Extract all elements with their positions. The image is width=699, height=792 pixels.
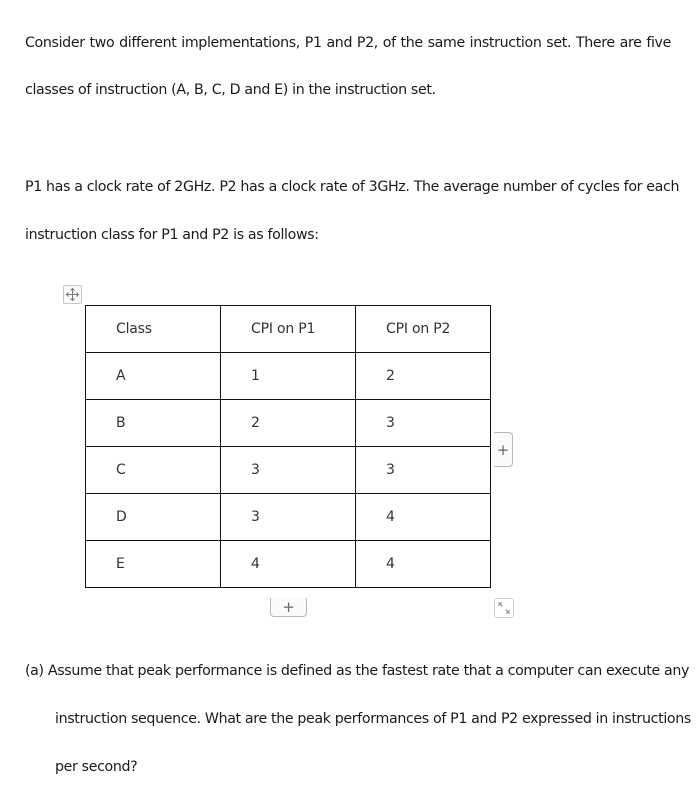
add-row-button[interactable] bbox=[270, 598, 307, 617]
resize-diagonal-icon bbox=[497, 601, 511, 615]
table-cell-cpi-p1[interactable]: 3 bbox=[221, 447, 356, 494]
header-cell-cpi-p2[interactable]: CPI on P2 bbox=[356, 306, 491, 353]
table-cell-class[interactable]: E bbox=[86, 541, 221, 588]
table-cell-class[interactable]: C bbox=[86, 447, 221, 494]
header-cell-class[interactable]: Class bbox=[86, 306, 221, 353]
plus-icon: + bbox=[282, 597, 295, 616]
table-row bbox=[86, 400, 491, 447]
table-cell-cpi-p1[interactable]: 2 bbox=[221, 400, 356, 447]
intro-line-1: Consider two different implementations, P1 and P2, of the same instruction set. There are five bbox=[25, 35, 671, 51]
table-cell-cpi-p1[interactable]: 3 bbox=[221, 494, 356, 541]
clock-line-1: P1 has a clock rate of 2GHz. P2 has a clock rate of 3GHz. The average number of cycles for each bbox=[25, 179, 680, 195]
header-cell-cpi-p1[interactable]: CPI on P1 bbox=[221, 306, 356, 353]
table-row bbox=[86, 447, 491, 494]
table-row bbox=[86, 494, 491, 541]
add-column-button[interactable] bbox=[494, 432, 513, 467]
table-resize-handle[interactable] bbox=[494, 598, 514, 618]
table-header-row bbox=[86, 306, 491, 353]
table-cell-cpi-p2[interactable]: 3 bbox=[356, 447, 491, 494]
table-move-handle[interactable] bbox=[63, 285, 82, 304]
table-row bbox=[86, 353, 491, 400]
table-cell-class[interactable]: D bbox=[86, 494, 221, 541]
plus-icon: + bbox=[496, 440, 510, 459]
question-a-line-3: per second? bbox=[55, 759, 138, 775]
table-cell-cpi-p2[interactable]: 3 bbox=[356, 400, 491, 447]
table-cell-cpi-p2[interactable]: 2 bbox=[356, 353, 491, 400]
table-cell-cpi-p2[interactable]: 4 bbox=[356, 494, 491, 541]
table-cell-class[interactable]: B bbox=[86, 400, 221, 447]
question-a-line-2: instruction sequence. What are the peak performances of P1 and P2 expressed in instructions bbox=[55, 711, 691, 727]
question-a-line-1: (a) Assume that peak performance is defined as the fastest rate that a computer can execute any bbox=[25, 663, 690, 679]
table-cell-class[interactable]: A bbox=[86, 353, 221, 400]
table-cell-cpi-p1[interactable]: 1 bbox=[221, 353, 356, 400]
clock-line-2: instruction class for P1 and P2 is as follows: bbox=[25, 227, 319, 243]
table-row bbox=[86, 541, 491, 588]
cpi-table bbox=[85, 305, 491, 588]
table-cell-cpi-p2[interactable]: 4 bbox=[356, 541, 491, 588]
intro-line-2: classes of instruction (A, B, C, D and E) in the instruction set. bbox=[25, 82, 436, 98]
move-arrows-icon bbox=[65, 287, 80, 302]
table-cell-cpi-p1[interactable]: 4 bbox=[221, 541, 356, 588]
